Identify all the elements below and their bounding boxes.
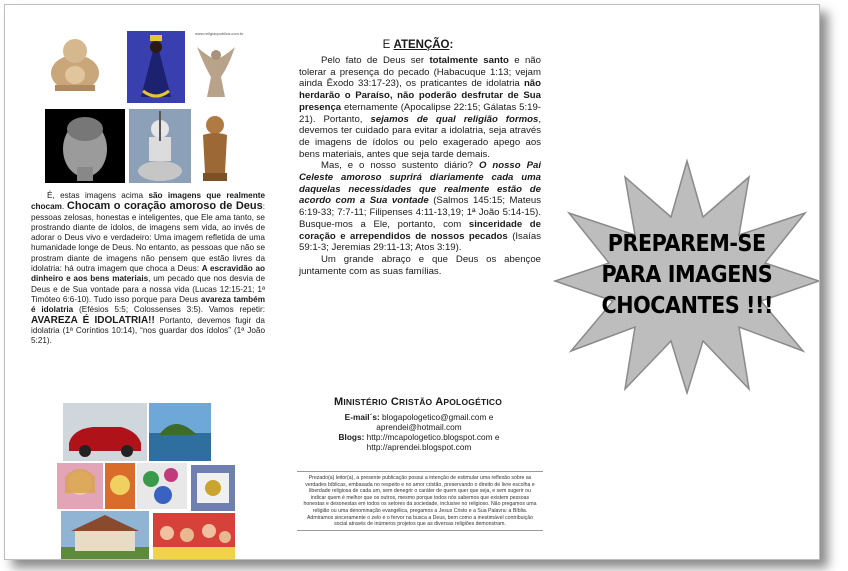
paragraph-sustenance: Mas, e o nosso sustento diário? O nosso Pai Celeste amoroso suprirá diariamente cada uma daquelas necessidades que realmente estão de acordo com a Sua vontade (Salmos 145:15; Mateus 6:19-33; 7:7-11; Filipenses 4:11-13,19; 1ª João 5:14-15). Busque-mos a Ele, portanto, com sinceridade de coração e arrependidos de nossos pecados (Isaías 59:1-3; Jeremias 29:11-13; Atos 3:19). bbox=[299, 160, 542, 254]
attention-heading: E ATENÇÃO: bbox=[382, 39, 454, 51]
mansion-image bbox=[61, 511, 149, 560]
shiva-statue-image bbox=[129, 109, 191, 183]
headline-line-1: PREPAREM-SE bbox=[608, 230, 766, 257]
right-column bbox=[553, 155, 820, 395]
crowd-image bbox=[153, 513, 235, 560]
pamphlet-page bbox=[4, 4, 820, 560]
headline-line-2: PARA IMAGENS bbox=[601, 261, 773, 288]
blog-link-2[interactable]: http://aprendei.blogspot.com bbox=[366, 442, 472, 452]
car-image bbox=[63, 403, 147, 461]
blog-link-1[interactable]: http://mcapologetico.blogspot.com e bbox=[366, 432, 500, 442]
contact-block: E-mail´s: blogapologetico@gmail.com e aprendei@hotmail.com Blogs: http://mcapologetico.blogspot.com e http://aprendei.blogspot.com bbox=[338, 412, 500, 452]
ministry-name: MINISTÉRIO CRISTÃO APOLOGÉTICO bbox=[333, 396, 503, 408]
aparecida-image bbox=[127, 31, 185, 103]
disclaimer-box: Prezado(a) leitor(a), a presente publicação possui a intenção de estimular uma reflexão sobre as verdades bíblicas, embasada no respeito e no amor cristão, preservando o direito de livre escolha e liberdade religiosa de cada um, sem denegrir o caráter de quem quer que seja, e sem sugerir ou indicar quem é melhor que os outros, mesmo porque todos nós sabemos que existem pessoas honestas e desonestas em todos os setores da sociedade, inclusive no religioso. Não pregamos uma religião ou uma denominação evangélica, pregamos a Jesus Cristo e a Sua Palavra: a Bíblia. Admiramos sinceramente o zelo e o fervor na busca a Deus, bem como a inestimável contribuição social através de inúmeros projetos que as diversas religiões demonstram. bbox=[297, 471, 543, 531]
laughing-buddha-image bbox=[45, 35, 105, 93]
middle-column bbox=[293, 5, 543, 560]
headline bbox=[553, 155, 820, 395]
buddha-head-image bbox=[45, 109, 125, 183]
colorful-items-image bbox=[137, 463, 187, 509]
paragraph-closing: Um grande abraço e que Deus os abençoe juntamente com as suas famílias. bbox=[299, 253, 541, 277]
left-column bbox=[5, 5, 277, 560]
left-paragraph: É, estas imagens acima são imagens que realmente chocam. Chocam o coração amoroso de Deus: pessoas zelosas, honestas e inteligentes, que Ele ama tanto, se prostrando diante de ídolos, de imagens sem vida, ao invés de adorar o Deus vivo e verdadeiro: Uma imagem refletida de uma humanidade longe de Deus. No entanto, as pessoas que não se prostram diante de imagens não pensem que estão livres da idolatria: há outra imagem que choca a Deus: A escravidão ao dinheiro e aos bens materiais, um pecado que nos desvia de Deus e de Sua vontade para a nossa vida (Lucas 12:15-21; 1ª Timóteo 6:6-10). Tudo isso porque para Deus avareza também é idolatria (Efésios 5:5; Colossenses 3:5). Vamos repetir: AVAREZA É IDOLATRIA!! Portanto, devemos fugir da idolatria (1ª Coríntios 10:14), “nos guardar dos ídolos” (1ª João 5:21). bbox=[31, 191, 266, 346]
woman-image bbox=[57, 463, 103, 509]
email-link-2[interactable]: aprendei@hotmail.com bbox=[376, 422, 462, 432]
email-link-1[interactable]: blogapologetico@gmail.com e bbox=[382, 412, 494, 422]
site-tag: www.religiaopublica.com.br bbox=[195, 31, 244, 36]
food-image bbox=[105, 463, 135, 509]
headline-line-3: CHOCANTES !!! bbox=[601, 292, 773, 319]
island-image bbox=[149, 403, 211, 461]
paragraph-holiness: Pelo fato de Deus ser totalmente santo e não tolerar a presença do pecado (Habacuque 1:13; vejam ainda Êxodo 33:17-23), os praticantes de idolatria não herdarão o Paraíso, não poderão desfrutar de Sua presença eternamente (Apocalipse 22:15; Gálatas 5:19-21). Portanto, sejamos de qual religião formos, devemos ter cuidado para evitar a idolatria, seja através de imagens de ídolos ou pelo exagerado apego aos bens materiais, antes que seja tarde demais. bbox=[299, 55, 541, 160]
idol-images-collage bbox=[41, 31, 244, 191]
jewelry-image bbox=[191, 465, 235, 511]
materialism-images-collage bbox=[57, 403, 243, 560]
clay-idol-image bbox=[195, 111, 235, 183]
angel-statue-image bbox=[191, 37, 241, 103]
attention-body bbox=[299, 55, 541, 277]
